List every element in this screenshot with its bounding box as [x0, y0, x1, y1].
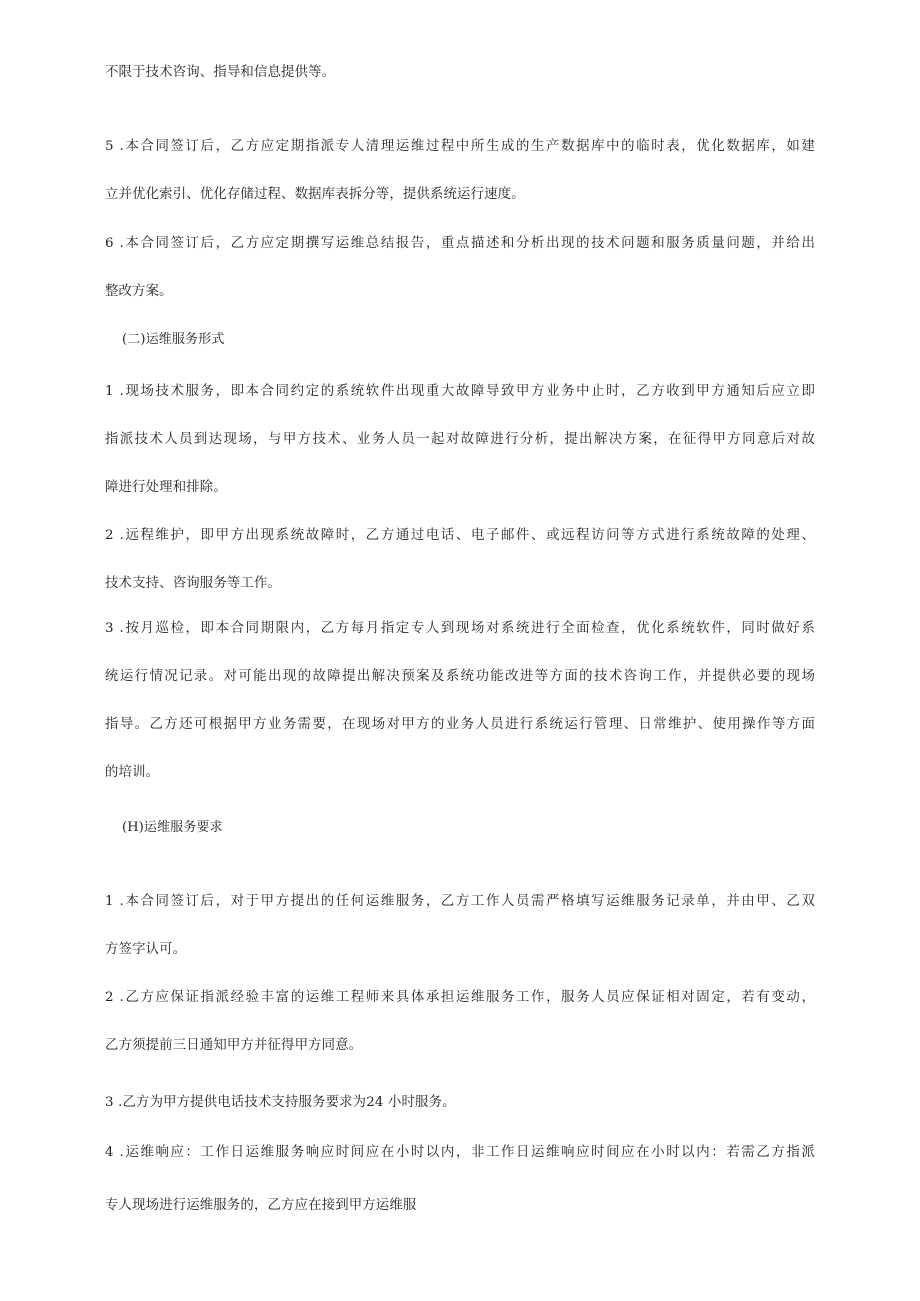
- paragraph-line: 方签字认可。: [105, 942, 187, 957]
- paragraph-line: 乙方须提前三日通知甲方并征得甲方同意。: [105, 1038, 363, 1053]
- paragraph-line: 立并优化索引、优化存储过程、数据库表拆分等，提供系统运行速度。: [105, 187, 525, 202]
- paragraph-line: 障进行处理和排除。: [105, 480, 227, 495]
- paragraph-line: 统运行情况记录。对可能出现的故障提出解决预案及系统功能改进等方面的技术咨询工作，并提供必要的现场: [105, 669, 815, 684]
- paragraph-line: 5 .本合同签订后，乙方应定期指派专人清理运维过程中所生成的生产数据库中的临时表，优化数据库，如建: [105, 139, 815, 154]
- paragraph-line: 1 .现场技术服务，即本合同约定的系统软件出现重大故障导致甲方业务中止时，乙方收到甲方通知后应立即: [105, 384, 815, 399]
- section-heading: (H)运维服务要求: [122, 820, 223, 835]
- paragraph-line: 指派技术人员到达现场，与甲方技术、业务人员一起对故障进行分析，提出解决方案，在征得甲方同意后对故: [105, 432, 815, 447]
- paragraph-line: 不限于技术咨询、指导和信息提供等。: [105, 65, 336, 80]
- paragraph-line: 整改方案。: [105, 284, 173, 299]
- paragraph-line: 4 .运维响应：工作日运维服务响应时间应在小时以内，非工作日运维响应时间应在小时以内：若需乙方指派: [105, 1145, 815, 1160]
- paragraph-line: 专人现场进行运维服务的，乙方应在接到甲方运维服: [105, 1198, 417, 1213]
- paragraph-line: 3 .乙方为甲方提供电话技术支持服务要求为24 小时服务。: [105, 1095, 456, 1110]
- paragraph-line: 技术支持、咨询服务等工作。: [105, 576, 282, 591]
- paragraph-line: 2 .乙方应保证指派经验丰富的运维工程师来具体承担运维服务工作，服务人员应保证相对固定，若有变动，: [105, 990, 815, 1005]
- paragraph-line: 的培训。: [105, 765, 160, 780]
- paragraph-line: 3 .按月巡检，即本合同期限内，乙方每月指定专人到现场对系统进行全面检查，优化系统软件，同时做好系: [105, 621, 815, 636]
- paragraph-line: 2 .远程维护，即甲方出现系统故障时，乙方通过电话、电子邮件、或远程访问等方式进行系统故障的处理、: [105, 528, 815, 543]
- paragraph-line: 1 .本合同签订后，对于甲方提出的任何运维服务，乙方工作人员需严格填写运维服务记录单，并由甲、乙双: [105, 894, 815, 909]
- paragraph-line: 6 .本合同签订后，乙方应定期撰写运维总结报告，重点描述和分析出现的技术问题和服务质量问题，并给出: [105, 236, 815, 251]
- paragraph-line: 指导。乙方还可根据甲方业务需要，在现场对甲方的业务人员进行系统运行管理、日常维护、使用操作等方面: [105, 717, 815, 732]
- section-heading: (二)运维服务形式: [122, 332, 225, 347]
